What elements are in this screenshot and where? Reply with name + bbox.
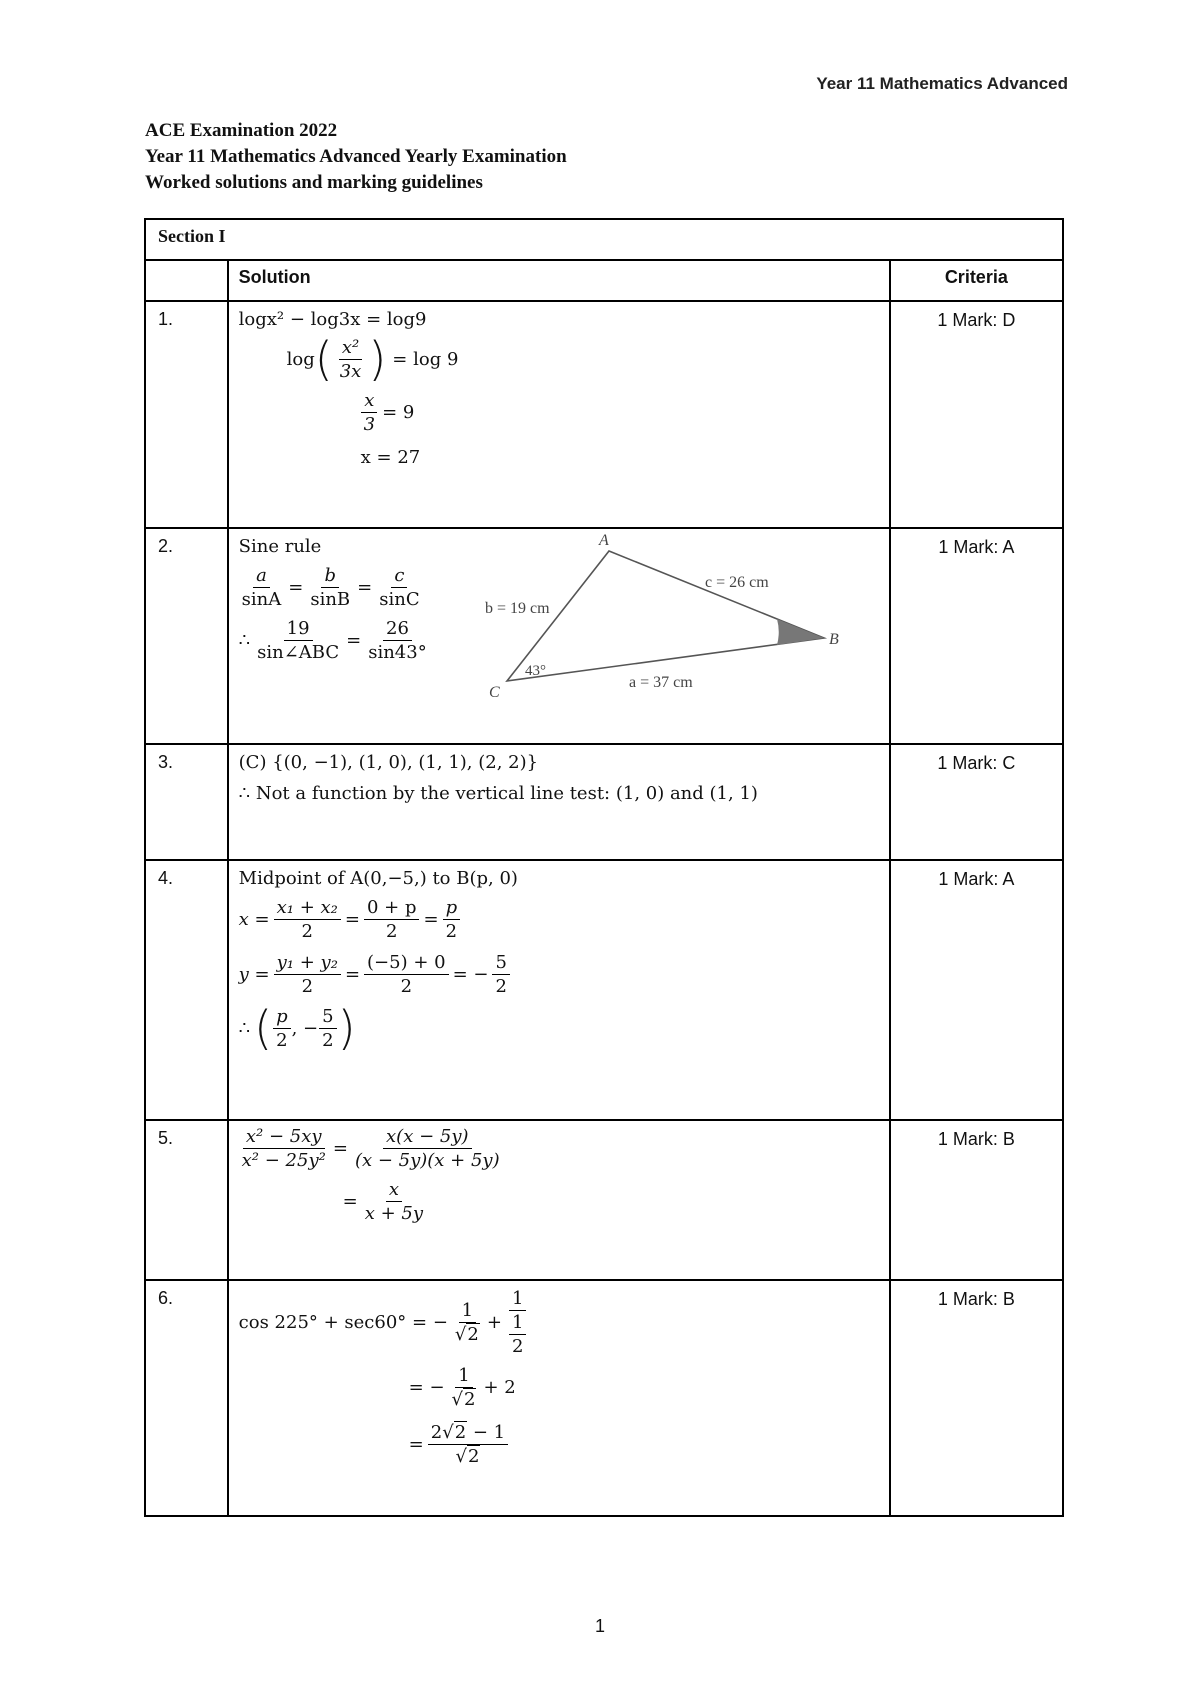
q4-x-label: x = (238, 909, 270, 930)
q2-title: Sine rule (238, 536, 322, 557)
question-row-5 (145, 1120, 1063, 1280)
q2-g2-num: 26 (383, 618, 412, 641)
criteria-cell: 1 Mark: B (890, 1280, 1063, 1516)
q2-frac-c (376, 565, 422, 610)
header-solution: Solution (228, 260, 890, 301)
header-criteria: Criteria (890, 260, 1063, 301)
q4-q-frac (319, 1006, 336, 1051)
q1-denominator: 3x (339, 360, 362, 382)
q4-line-1: Midpoint of A(0,−5,) to B(p, 0) (238, 868, 518, 889)
question-number: 1. (145, 301, 228, 528)
section-heading: Section I (145, 219, 1063, 260)
running-header: Year 11 Mathematics Advanced (816, 74, 1068, 93)
side-c-label: c = 26 cm (704, 574, 769, 591)
q2-frac-g1 (254, 618, 342, 663)
q5-b-den: (x − 5y)(x + 5y) (354, 1150, 500, 1171)
q4-x2-num: 0 + p (364, 897, 420, 920)
q4-x3-den: 2 (445, 921, 458, 942)
q4-y3-num: 5 (492, 952, 509, 975)
criteria-cell: 1 Mark: A (890, 528, 1063, 744)
q1-x-denominator: 3 (363, 414, 376, 435)
q6-inner-num: 1 (509, 1312, 526, 1335)
question-number: 3. (145, 744, 228, 860)
q4-x-frac-3 (443, 897, 461, 942)
q1-line-1: logx² − log3x = log9 (238, 309, 427, 330)
q4-y2-den: 2 (400, 976, 413, 997)
q5-c-num: x (386, 1179, 402, 1202)
q4-y-label: y = (238, 964, 270, 985)
q1-fraction-2 (361, 390, 378, 435)
question-number: 2. (145, 528, 228, 744)
radicand: 2 (464, 1389, 476, 1410)
q2-c-den: sinC (379, 589, 420, 610)
title-line-2: Year 11 Mathematics Advanced Yearly Examination (145, 146, 567, 167)
q1-line-4: x = 27 (360, 447, 421, 468)
q4-y-frac-1 (274, 952, 341, 997)
question-row-6 (145, 1280, 1063, 1516)
solution-cell (228, 301, 890, 528)
q5-frac-c (362, 1179, 426, 1224)
vertex-b: B (828, 631, 839, 648)
criteria-cell: 1 Mark: A (890, 860, 1063, 1120)
q4-y-frac-2 (364, 952, 449, 997)
q4-y2-num: (−5) + 0 (364, 952, 449, 975)
q6-plus: + (486, 1312, 502, 1333)
q1-log: log (286, 348, 315, 370)
q4-p-frac (273, 1006, 291, 1051)
q4-y-frac-3 (492, 952, 509, 997)
therefore-symbol: ∴ (238, 1017, 251, 1039)
q6-l2-num: 1 (455, 1365, 472, 1388)
right-paren: ) (368, 332, 387, 386)
radicand: 2 (454, 1422, 467, 1443)
vertex-a: A (598, 532, 609, 549)
q2-a-num: a (253, 565, 270, 588)
q1-eq3: = 9 (382, 402, 415, 423)
q2-a-den: sinA (241, 589, 282, 610)
q2-c-num: c (391, 565, 407, 588)
vertex-c: C (488, 684, 500, 701)
q2-frac-a (239, 565, 285, 610)
q1-eq2: = log 9 (392, 348, 459, 370)
coefficient: 2 (430, 1422, 443, 1443)
side-b-label: b = 19 cm (484, 600, 550, 617)
header-number-cell (145, 260, 228, 301)
criteria-cell: 1 Mark: C (890, 744, 1063, 860)
question-number: 5. (145, 1120, 228, 1280)
question-row-4 (145, 860, 1063, 1120)
q4-x2-den: 2 (386, 921, 398, 942)
q2-frac-g2 (365, 618, 430, 663)
question-row-3 (145, 744, 1063, 860)
radicand: 2 (467, 1446, 480, 1467)
q4-x1-den: 2 (301, 921, 313, 942)
angle-c-label: 43° (524, 663, 546, 679)
q6-inner-den: 2 (511, 1336, 524, 1357)
q4-y1-den: 2 (301, 976, 314, 997)
question-number: 6. (145, 1280, 228, 1516)
q3-line-2: ∴ Not a function by the vertical line test: (1, 0) and (1, 1) (238, 783, 758, 804)
q6-frac-l2 (449, 1365, 480, 1410)
q6-b-den (506, 1311, 529, 1357)
solution-cell: $\frac{\text{x² − 5xy}}{\text{x² − 25y²}}$ = $\frac{x(x - 5y)}{(x - 5y)(x + 5y)}$ = $\frac{x}{x + 5y}$ (228, 1120, 890, 1280)
q6-a-num: 1 (459, 1300, 476, 1323)
q2-g1-den: sin∠ABC (257, 642, 340, 663)
q4-q-den: 2 (322, 1029, 334, 1051)
q6-a-den: √2 (454, 1324, 479, 1345)
title-line-3: Worked solutions and marking guidelines (145, 172, 483, 193)
q6-l3-num: 2√2 − 1 (428, 1422, 508, 1445)
radicand: 2 (467, 1324, 479, 1345)
q6-inner-frac (509, 1312, 526, 1357)
solution-cell (228, 744, 890, 860)
q4-q-num: 5 (319, 1006, 336, 1029)
q4-comma: , − (291, 1017, 319, 1039)
q5-b-num: x(x − 5y) (383, 1126, 472, 1149)
question-row-1 (145, 301, 1063, 528)
left-paren: ( (254, 1001, 273, 1055)
q6-l2b: + 2 (483, 1377, 516, 1398)
q4-x3-num: p (443, 897, 461, 920)
q2-b-den: sinB (310, 589, 351, 610)
q6-l2-den: √2 (451, 1389, 476, 1410)
document-titles (145, 118, 567, 196)
criteria-cell: 1 Mark: D (890, 301, 1063, 528)
solutions-table (144, 218, 1064, 1517)
triangle-diagram (479, 531, 879, 721)
left-paren: ( (314, 332, 333, 386)
q5-c-den: x + 5y (364, 1203, 424, 1224)
q2-frac-b (307, 565, 353, 610)
q2-g1-num: 19 (284, 618, 313, 641)
q5-frac-b (352, 1126, 503, 1171)
page-number: 1 (594, 1616, 605, 1636)
q4-y1-num: y₁ + y₂ (274, 952, 341, 975)
q6-lhs: cos 225° + sec60° = − (238, 1312, 448, 1333)
q6-frac-l3 (428, 1422, 508, 1467)
side-a-label: a = 37 cm (628, 674, 693, 691)
q1-x-numerator: x (361, 390, 377, 413)
q6-l3-den: √2 (455, 1446, 480, 1467)
q6-l3a: = (408, 1434, 424, 1455)
q6-frac-b (506, 1288, 529, 1357)
q2-g2-den: sin43° (368, 642, 427, 663)
triangle-shape (507, 551, 824, 681)
right-paren: ) (337, 1001, 356, 1055)
solution-cell: Midpoint of A(0,−5,) to B(p, 0) x = $\frac{\text{x₁ + x₂}}{2}$ = $\frac{0 + p}{2}$ = $\frac{p}{2}$ y = $\frac{\text{y₁ + y₂}}{2}$ = $\frac{(-5) + 0}{2}$ = − $\frac{5}{2}$ ∴ ( $\frac{p}{2}$ , − $\frac{5}{2}$ ) (228, 860, 890, 1120)
q1-numerator: x² (339, 337, 362, 360)
solution-cell: Sine rule $\frac{a}{\sin A}$ = $\frac{b}{\sin B}$ = $\frac{c}{\sin C}$ ∴ $\frac{19}{\text{sin∠ABC}}$ = $\frac{26}{\sin 43^\circ}$ A B C c = 26 cm b = 19 cm a = 37 cm 43° (228, 528, 890, 744)
q4-x1-num: x₁ + x₂ (274, 897, 341, 920)
q6-frac-a (452, 1300, 483, 1345)
q2-b-num: b (321, 565, 339, 588)
angle-b-marker (777, 619, 824, 645)
solution-cell (228, 1280, 890, 1516)
q5-a-num: x² − 5xy (243, 1126, 325, 1149)
criteria-cell: 1 Mark: B (890, 1120, 1063, 1280)
q6-l2a: = − (408, 1377, 445, 1398)
question-number: 4. (145, 860, 228, 1120)
q4-p-den: 2 (276, 1029, 288, 1051)
title-line-1: ACE Examination 2022 (145, 120, 338, 141)
q4-x-frac-2 (364, 897, 420, 942)
therefore-symbol: ∴ (238, 630, 251, 651)
question-row-2 (145, 528, 1063, 744)
minus-one: − 1 (467, 1422, 506, 1443)
q5-frac-a (239, 1126, 329, 1171)
q4-p-num: p (273, 1006, 291, 1029)
q4-y-neg: = − (452, 964, 489, 985)
q4-y3-den: 2 (495, 976, 507, 997)
q4-x-frac-1 (274, 897, 341, 942)
q1-fraction (337, 337, 365, 382)
q5-a-den: x² − 25y² (241, 1150, 326, 1171)
q6-b-num: 1 (509, 1288, 526, 1311)
q3-line-1: (C) {(0, −1), (1, 0), (1, 1), (2, 2)} (238, 752, 539, 773)
